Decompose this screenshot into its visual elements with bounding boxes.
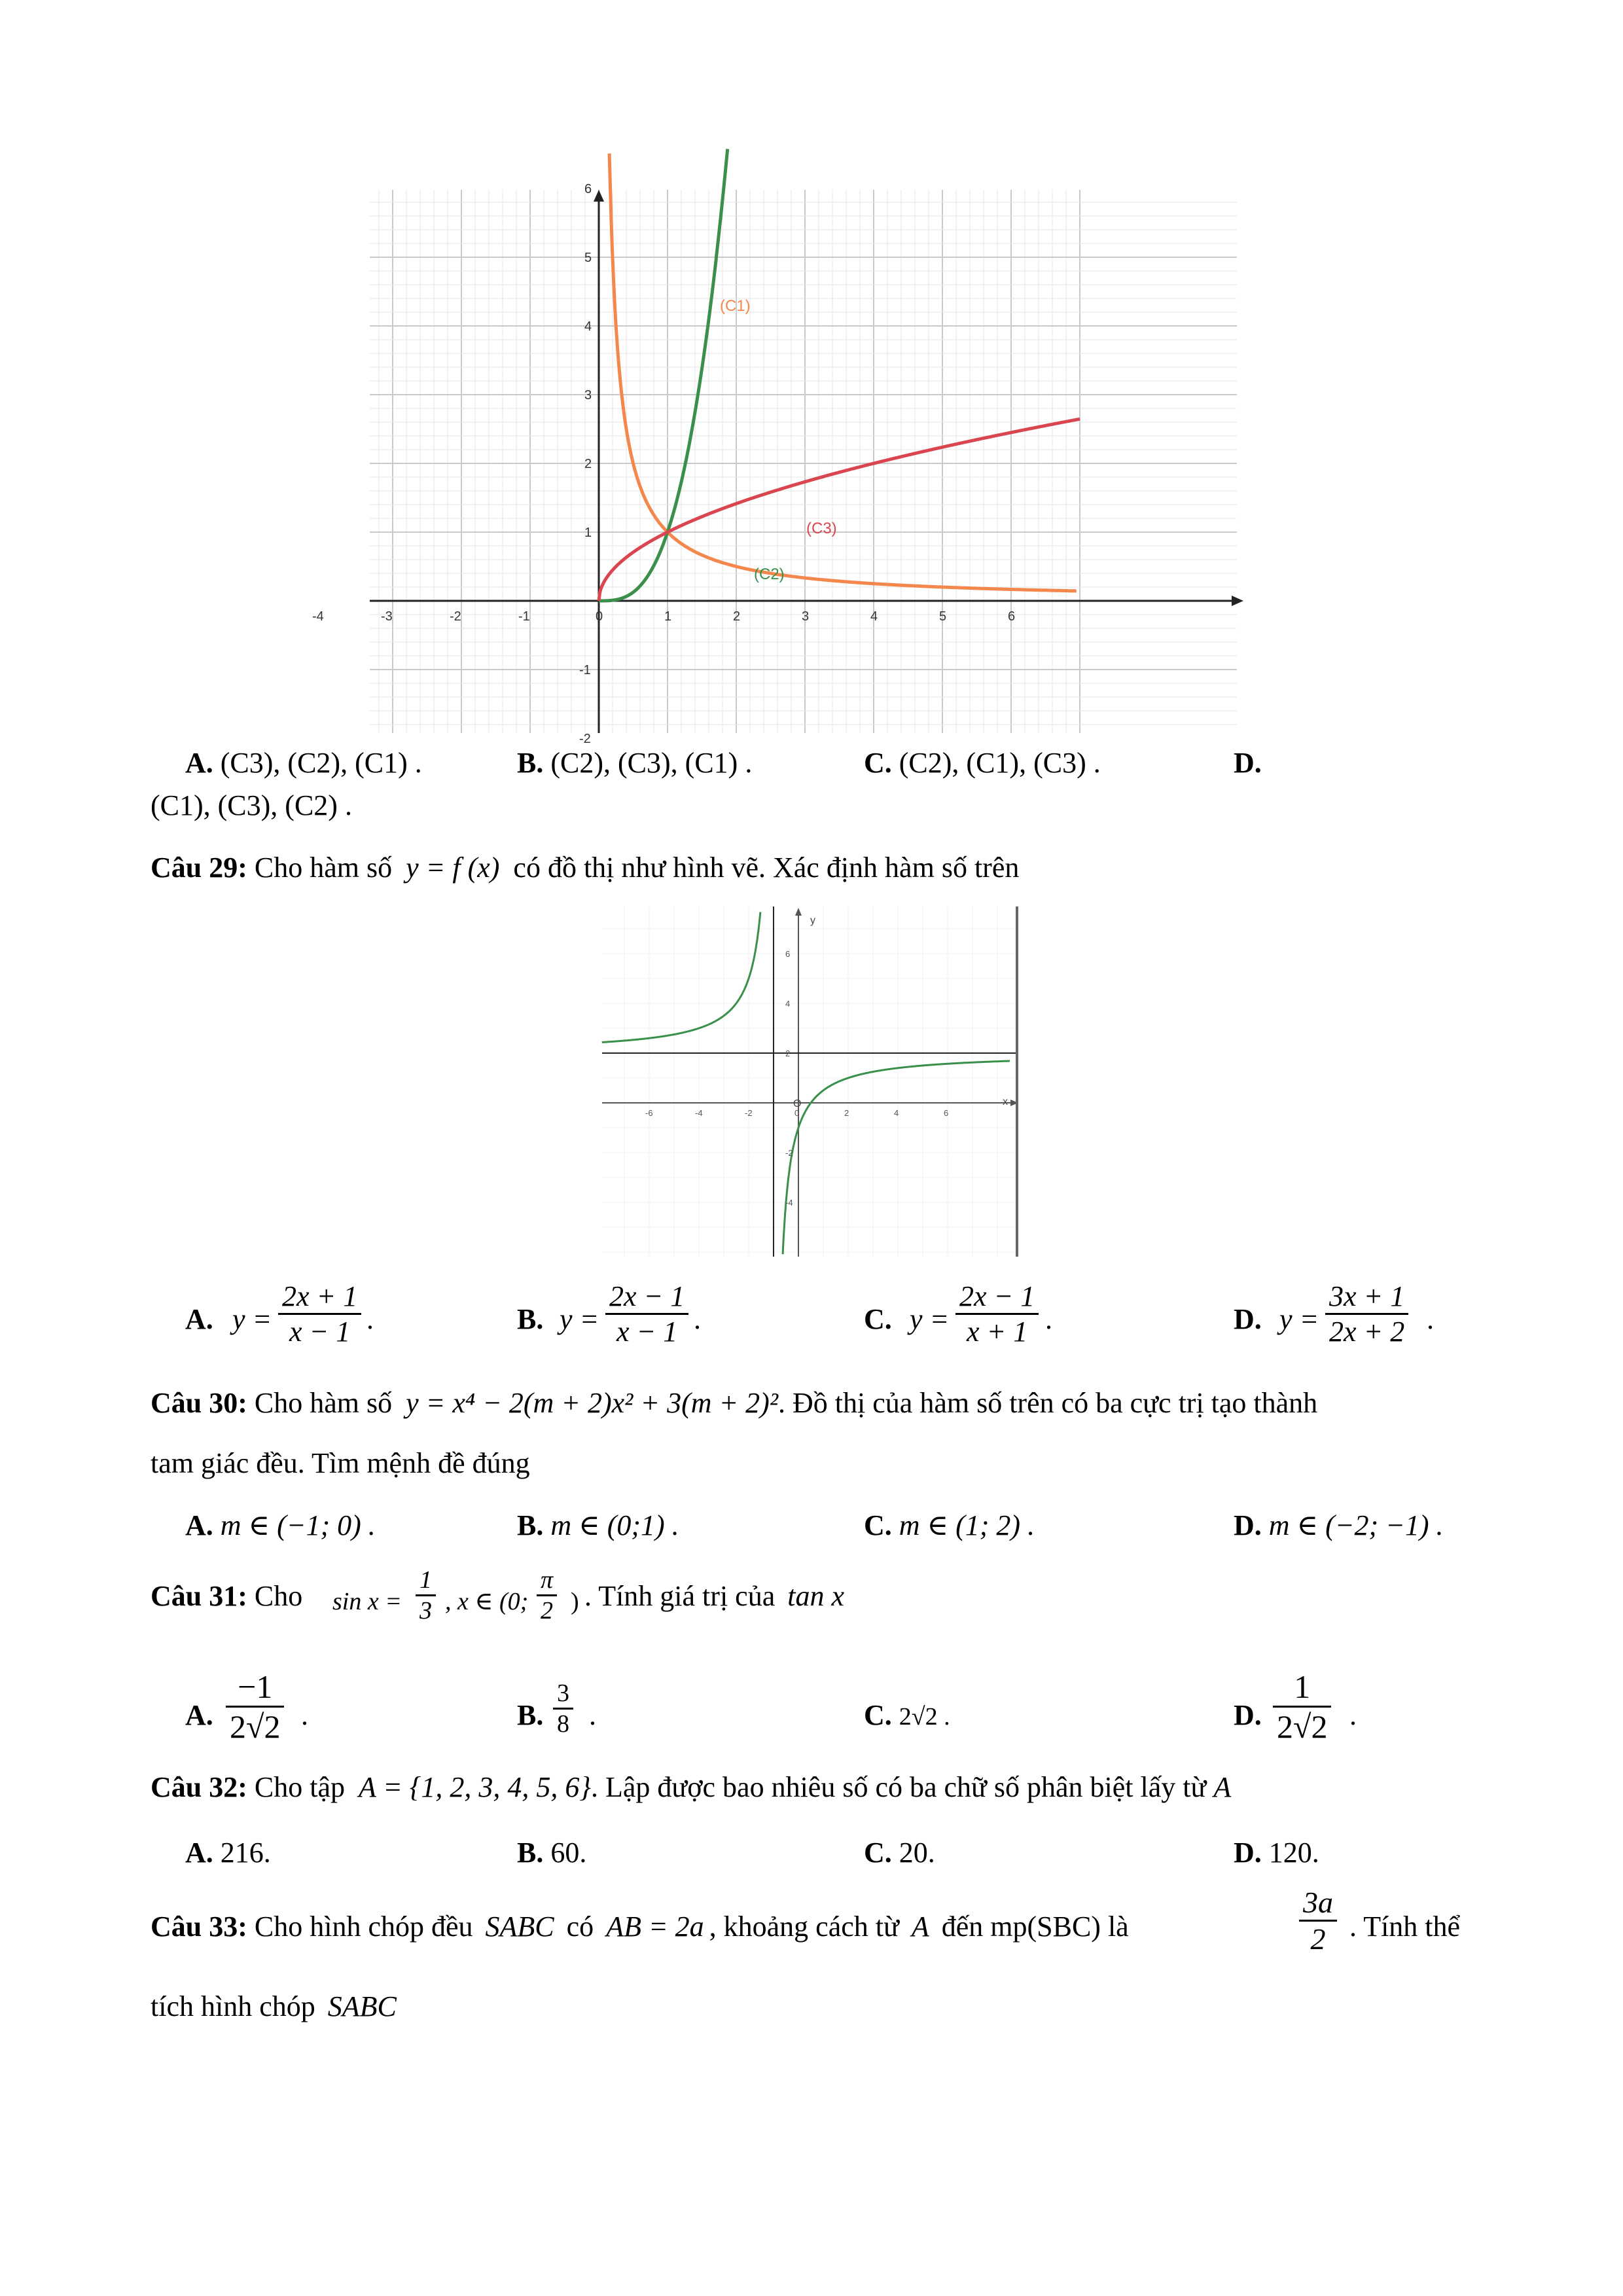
y-axis-arrow	[594, 190, 604, 202]
y-tick-label: 4	[785, 999, 791, 1009]
option-label: C.	[864, 747, 892, 779]
numerator: 2x + 1	[282, 1280, 358, 1312]
denominator: 2√2	[1273, 1706, 1331, 1746]
x-tick-label: 2	[733, 609, 741, 624]
question-number: Câu 31:	[151, 1580, 247, 1612]
x-tick-label: 0	[794, 1108, 800, 1118]
y-tick-label: -2	[579, 732, 591, 746]
y-tick-label: -1	[579, 663, 591, 677]
q29-stem	[151, 851, 1019, 886]
q31-domain-open: , x ∈ (0;	[445, 1588, 529, 1615]
q29-option-b-label[interactable]: B.	[517, 1303, 544, 1335]
q31-domain-close: )	[571, 1588, 579, 1615]
option-text: (C3), (C2), (C1) .	[220, 747, 422, 779]
option-label: A.	[185, 1509, 213, 1541]
q31-sin-fraction	[416, 1566, 436, 1625]
denominator: x − 1	[605, 1313, 688, 1348]
q29-option-a-fraction	[278, 1280, 361, 1348]
option-text: 2√2 .	[899, 1703, 950, 1731]
stem-text: , khoảng cách từ	[709, 1910, 899, 1943]
x-axis-arrow	[1232, 596, 1243, 606]
numerator: 3x + 1	[1329, 1280, 1405, 1312]
q29-option-b-prefix: y =	[560, 1303, 599, 1335]
question-number: Câu 33:	[151, 1910, 247, 1943]
denominator: 8	[553, 1708, 573, 1738]
q29-option-b-fraction	[605, 1280, 688, 1348]
q32-option-c[interactable]	[864, 1836, 935, 1871]
y-axis-arrow	[795, 908, 802, 916]
axis-x-label: x	[1003, 1096, 1008, 1107]
tan-expression: tan x	[787, 1580, 844, 1612]
option-text: 60.	[550, 1837, 587, 1869]
y-tick-label: -2	[785, 1148, 793, 1158]
y-tick-label: 3	[584, 388, 592, 403]
option-label: C.	[864, 1509, 892, 1541]
q33-stem	[151, 1910, 1129, 1945]
q33-stem-line2	[151, 1990, 397, 2024]
y-tick-label: 5	[584, 251, 592, 265]
x-tick-label: 4	[894, 1108, 899, 1118]
option-label: A.	[185, 1837, 213, 1869]
curve-right-branch	[783, 1061, 1010, 1254]
q30-stem	[151, 1386, 1317, 1421]
q30-option-b[interactable]	[517, 1509, 679, 1543]
set-variable: A	[1213, 1771, 1232, 1803]
stem-text: Cho	[254, 1580, 303, 1612]
q28-option-b[interactable]	[517, 746, 752, 781]
numerator: 3	[557, 1679, 569, 1707]
q31-intro	[151, 1579, 302, 1614]
numerator: 3a	[1303, 1886, 1333, 1919]
option-label: D.	[1234, 1837, 1262, 1869]
option-label: A.	[185, 747, 213, 779]
stem-text: . Đồ thị của hàm số trên có ba cực trị tạo thành	[778, 1387, 1318, 1419]
x-tick-label: 6	[944, 1108, 949, 1118]
stem-text: Cho hàm số	[254, 852, 393, 884]
label-c2: (C2)	[754, 565, 785, 583]
label-c3: (C3)	[806, 520, 837, 537]
q31-option-b-label[interactable]: B.	[517, 1699, 544, 1731]
y-tick-label: 2	[785, 1049, 791, 1058]
q29-option-c-label[interactable]: C.	[864, 1303, 892, 1335]
q31-option-d-label[interactable]: D.	[1234, 1699, 1262, 1731]
q30-option-c[interactable]	[864, 1509, 1035, 1543]
graph-rational-function	[602, 906, 1021, 1257]
denominator: 2	[537, 1594, 557, 1625]
x-tick-label: -2	[450, 609, 461, 624]
q32-option-a[interactable]	[185, 1836, 271, 1871]
q31-option-b-suffix: .	[589, 1699, 596, 1731]
q29-option-b-suffix: .	[694, 1303, 701, 1335]
x-tick-label: 1	[664, 609, 672, 624]
stem-text: . Lập được bao nhiêu số có ba chữ số phân biệt lấy từ	[590, 1771, 1207, 1803]
graph-c1-c2-c3	[312, 182, 1257, 746]
q29-option-d-label[interactable]: D.	[1234, 1303, 1262, 1335]
q30-option-d[interactable]	[1234, 1509, 1443, 1543]
y-tick-label: 6	[785, 949, 791, 959]
point-a: A	[911, 1910, 929, 1943]
q31-option-a-label[interactable]: A.	[185, 1699, 213, 1731]
q32-option-b[interactable]	[517, 1836, 586, 1871]
option-label: B.	[517, 1509, 544, 1541]
x-tick-label: 3	[802, 609, 810, 624]
option-label: B.	[517, 1837, 544, 1869]
option-text: 120.	[1268, 1837, 1319, 1869]
q29-option-a-prefix: y =	[232, 1303, 272, 1335]
x-tick-label: 0	[596, 609, 603, 624]
option-text: m ∈ (1; 2) .	[899, 1509, 1035, 1541]
y-tick-label: 2	[584, 457, 592, 471]
q31-sin-lhs: sin x =	[332, 1588, 402, 1615]
pyramid-name: SABC	[485, 1910, 554, 1943]
q28-option-d-text: (C1), (C3), (C2) .	[151, 789, 352, 821]
q31-option-a-suffix: .	[301, 1699, 308, 1731]
origin-label: O	[793, 1098, 802, 1109]
numerator: 1	[419, 1566, 432, 1594]
option-text: (C2), (C3), (C1) .	[550, 747, 753, 779]
stem-text: đến mp(SBC) là	[941, 1910, 1129, 1943]
x-tick-label: -2	[745, 1108, 753, 1118]
option-label: B.	[517, 747, 544, 779]
numerator: −1	[238, 1668, 273, 1705]
q31-option-c[interactable]	[864, 1698, 950, 1733]
q29-option-c-suffix: .	[1045, 1303, 1052, 1335]
q28-option-a[interactable]	[185, 746, 422, 781]
q33-stem-end: . Tính thể	[1349, 1910, 1461, 1943]
denominator: 3	[416, 1594, 436, 1625]
option-text: m ∈ (−1; 0) .	[220, 1509, 376, 1541]
q32-option-d[interactable]	[1234, 1836, 1319, 1871]
y-tick-label: -4	[785, 1198, 793, 1208]
x-tick-label: -6	[645, 1108, 653, 1118]
q30-stem-line2: tam giác đều. Tìm mệnh đề đúng	[151, 1447, 530, 1479]
y-tick-label: 4	[584, 319, 592, 334]
q29-option-d-prefix: y =	[1279, 1303, 1319, 1335]
q31-option-d-suffix: .	[1349, 1699, 1357, 1731]
stem-text: tích hình chóp	[151, 1990, 315, 2022]
option-text: m ∈ (0;1) .	[550, 1509, 679, 1541]
option-label: D.	[1234, 1509, 1262, 1541]
q28-option-c[interactable]	[864, 746, 1101, 781]
numerator: 1	[1294, 1668, 1311, 1705]
denominator: x + 1	[955, 1313, 1039, 1348]
stem-text: . Tính giá trị của	[584, 1580, 776, 1612]
question-number: Câu 32:	[151, 1771, 247, 1803]
numerator: π	[541, 1566, 554, 1594]
x-tick-label: -1	[518, 609, 530, 624]
q31-stem-text	[584, 1579, 844, 1614]
x-tick-label: 2	[844, 1108, 849, 1118]
option-label: C.	[864, 1699, 892, 1731]
label-c1: (C1)	[720, 297, 751, 315]
edge-length: AB = 2a	[606, 1910, 704, 1943]
x-tick-label: 5	[939, 609, 947, 624]
y-tick-label: 1	[584, 526, 592, 540]
q29-option-d-suffix: .	[1427, 1303, 1434, 1335]
q29-option-c-prefix: y =	[910, 1303, 950, 1335]
q31-option-a-fraction	[226, 1668, 284, 1746]
q29-option-c-fraction	[955, 1280, 1039, 1348]
q29-option-a-label[interactable]: A.	[185, 1303, 213, 1335]
function-formula: y = f (x)	[406, 852, 500, 884]
option-label: C.	[864, 1837, 892, 1869]
pyramid-name: SABC	[327, 1990, 397, 2022]
stem-text: Cho hàm số	[254, 1387, 393, 1419]
q30-option-a[interactable]	[185, 1509, 376, 1543]
option-text: 216.	[220, 1837, 271, 1869]
numerator: 2x − 1	[609, 1280, 685, 1312]
y-tick-label: 6	[584, 182, 592, 196]
denominator: 2x + 2	[1325, 1313, 1408, 1348]
stem-text: có đồ thị như hình vẽ. Xác định hàm số trên	[513, 852, 1020, 884]
question-number: Câu 29:	[151, 852, 247, 884]
denominator: 2√2	[226, 1706, 284, 1746]
q32-stem	[151, 1770, 1231, 1805]
stem-text: Cho hình chóp đều	[254, 1910, 473, 1943]
option-text: m ∈ (−2; −1) .	[1268, 1509, 1444, 1541]
x-tick-label: -4	[312, 609, 324, 624]
question-number: Câu 30:	[151, 1387, 247, 1419]
plot-border	[1016, 906, 1018, 1257]
stem-text: Cho tập	[254, 1771, 346, 1803]
denominator: x − 1	[278, 1313, 361, 1348]
q29-option-a-suffix: .	[366, 1303, 374, 1335]
q31-pi-fraction	[537, 1566, 557, 1625]
axis-y-label: y	[810, 915, 815, 926]
set-definition: A = {1, 2, 3, 4, 5, 6}	[359, 1771, 591, 1803]
option-text: 20.	[899, 1837, 935, 1869]
q29-option-d-fraction	[1325, 1280, 1408, 1348]
q31-option-b-fraction	[553, 1679, 573, 1738]
q33-distance-fraction	[1299, 1885, 1337, 1956]
x-tick-label: -3	[381, 609, 393, 624]
x-tick-label: 6	[1008, 609, 1016, 624]
x-tick-label: 4	[870, 609, 878, 624]
q28-option-d-label[interactable]: D.	[1234, 747, 1262, 779]
option-text: (C2), (C1), (C3) .	[899, 747, 1101, 779]
function-formula: y = x⁴ − 2(m + 2)x² + 3(m + 2)²	[406, 1387, 779, 1419]
denominator: 2	[1299, 1920, 1337, 1956]
x-tick-label: -4	[695, 1108, 703, 1118]
numerator: 2x − 1	[959, 1280, 1035, 1312]
q31-option-d-fraction	[1273, 1668, 1331, 1746]
stem-text: có	[566, 1910, 594, 1943]
curve-left-branch	[602, 912, 760, 1043]
